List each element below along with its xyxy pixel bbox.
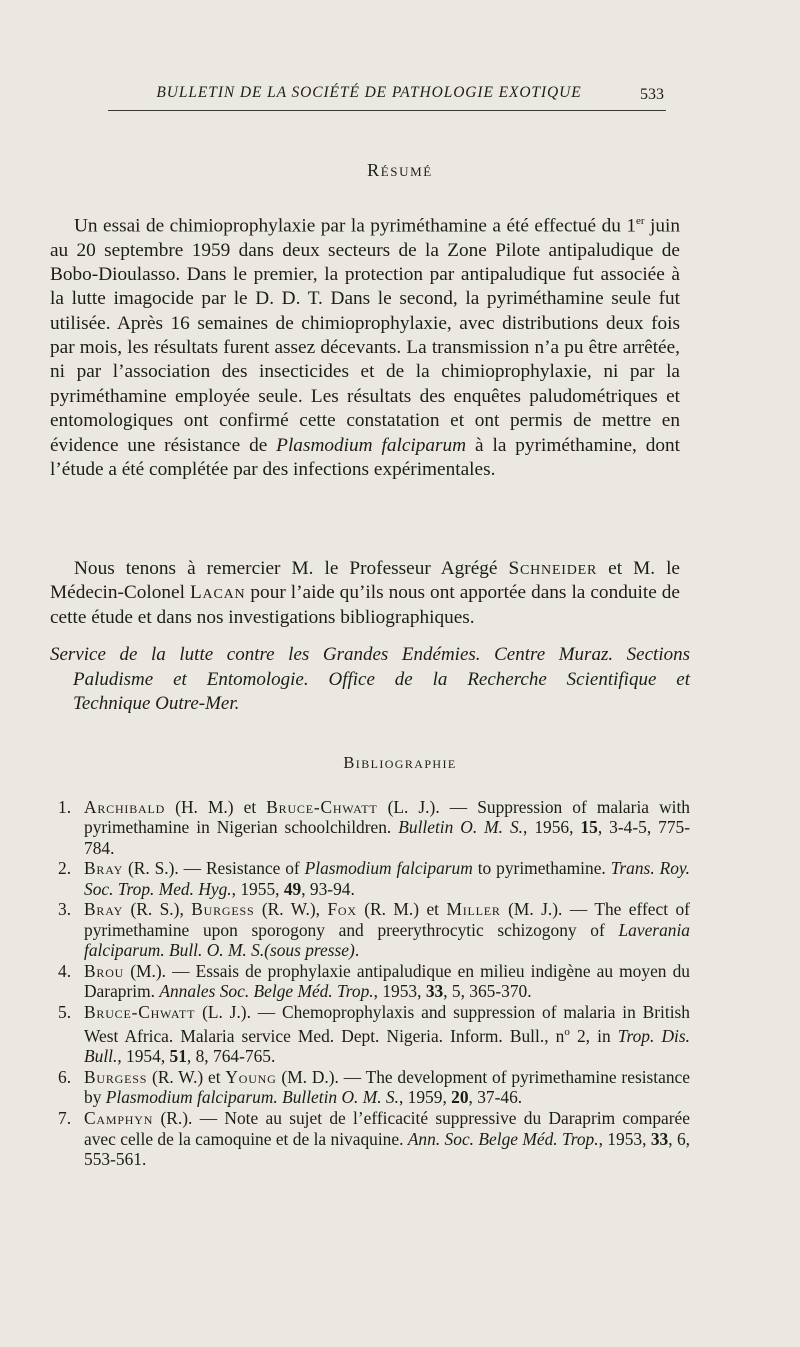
- reference-item: 7. Camphyn (R.). — Note au sujet de l’efficacité suppressive du Daraprim comparée avec celle de la camoquine et de la nivaquine. Ann. Soc. Belge Méd. Trop., 1953, 33, 6, 553-561.: [58, 1108, 690, 1169]
- reference-item: 1. Archibald (H. M.) et Bruce-Chwatt (L. J.). — Suppression of malaria with pyrimethamine in Nigerian schoolchildren. Bulletin O. M. S., 1956, 15, 3-4-5, 775-784.: [58, 797, 691, 858]
- reference-item: 3. Bray (R. S.), Burgess (R. W.), Fox (R. M.) et Miller (M. J.). — The effect of pyrimethamine upon sporogony and preerythrocytic schizogony of Laverania falciparum. Bull. O. M. S.(sous presse).: [58, 899, 690, 961]
- reference-item: 5. Bruce-Chwatt (L. J.). — Chemoprophylaxis and suppression of malaria in British West Africa. Malaria service Med. Dept. Nigeria. Inform. Bull., $n^o$ 2, in Trop. Dis. Bull., 1954, 51, 8, 764-765.: [58, 1001, 690, 1067]
- header-rule: [108, 110, 666, 111]
- reference-item: 4. Brou (M.). — Essais de prophylaxie antipaludique en milieu indigène au moyen du Daraprim. Annales Soc. Belge Méd. Trop., 1953, 33, 5, 365-370.: [58, 960, 690, 1002]
- affiliation: Service de la lutte contre les Grandes Endémies. Centre Muraz. Sections Paludisme et Entomologie. Office de la Recherche Scientifique et Technique Outre-Mer.: [50, 644, 690, 714]
- running-title: BULLETIN DE LA SOCIÉTÉ DE PATHOLOGIE EXOTIQUE: [156, 84, 582, 101]
- bibliography-heading: Bibliographie: [343, 753, 457, 772]
- resume-paragraph: Un essai de chimioprophylaxie par la pyriméthamine a été effectué du 1er juin au 20 septembre 1959 dans deux secteurs de la Zone Pilote antipaludique de Bobo-Dioulasso. Dans le premier, la protection par antipaludique fut associée à la lutte imagocide par le D. D. T. Dans le second, la pyriméthamine seule fut utilisée. Après 16 semaines de chimioprophylaxie, avec distributions deux fois par mois, les résultats furent assez décevants. La transmission n’a pu être arrêtée, ni par l’association des insecticides et de la chimioprophylaxie, ni par la pyriméthamine employée seule. Les résultats des enquêtes paludométriques et entomologiques ont confirmé cette constatation et ont permis de mettre en évidence une résistance de Plasmodium falciparum à la pyriméthamine, dont l’étude a été complétée par des infections expérimentales.: [50, 215, 681, 480]
- resume-heading: Résumé: [367, 160, 433, 180]
- reference-item: 2. Bray (R. S.). — Resistance of Plasmodium falciparum to pyrimethamine. Trans. Roy. Soc. Trop. Med. Hyg., 1955, 49, 93-94.: [58, 858, 691, 899]
- page-number: 533: [640, 86, 664, 103]
- species-name: Plasmodium falciparum: [276, 434, 467, 456]
- reference-list: [50, 797, 690, 1170]
- acknowledgement-paragraph: Nous tenons à remercier M. le Professeur Agrégé Schneider et M. le Médecin-Colonel Lacan pour l’aide qu’ils nous ont apportée dans la conduite de cette étude et dans nos investigations bibliographiques.: [50, 558, 680, 628]
- reference-item: 6. Burgess (R. W.) et Young (M. D.). — The development of pyrimethamine resistance by Plasmodium falciparum. Bulletin O. M. S., 1959, 20, 37-46.: [58, 1067, 690, 1108]
